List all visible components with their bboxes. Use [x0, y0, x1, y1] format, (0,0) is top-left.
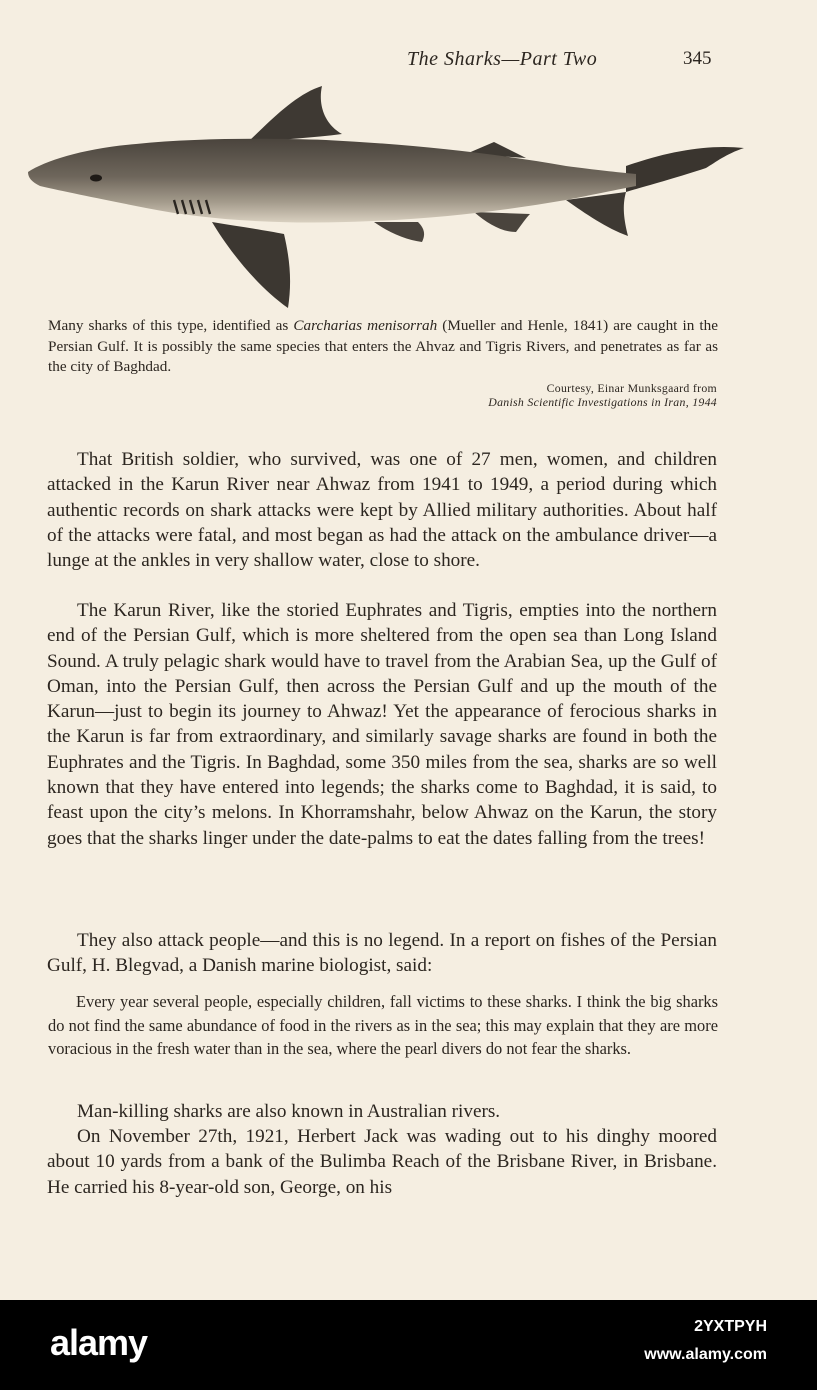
- site-url[interactable]: www.alamy.com: [644, 1346, 767, 1363]
- paragraph: That British soldier, who survived, was one of 27 men, women, and children attacked in the Karun River near Ahwaz from 1941 to 1949, a period during which authentic records on shark attacks were kept by Allied military authorities. About half of the attacks were fatal, and most began as had the attack on the ambulance driver—a lunge at the ankles in very shallow water, close to shore.: [47, 449, 717, 572]
- paragraph: Man-killing sharks are also known in Australian rivers.: [77, 1101, 501, 1122]
- shark-illustration: [26, 82, 750, 314]
- paragraph: They also attack people—and this is no legend. In a report on fishes of the Persian Gulf, H. Blegvad, a Danish marine biologist, said:: [47, 930, 717, 977]
- running-title: The Sharks—Part Two: [407, 48, 598, 70]
- credit-source: Danish Scientific Investigations in Iran, 1944: [488, 395, 717, 409]
- running-head: [0, 48, 817, 74]
- image-id: 2YXTPYH: [694, 1318, 767, 1335]
- block-quote: Every year several people, especially children, fall victims to these sharks. I think the big sharks do not find the same abundance of food in the rivers as in the sea; this may explain that they are more voracious in the fresh water than in the sea, where the pearl divers do not fear the sharks.: [48, 992, 718, 1058]
- figure-credit: [488, 381, 717, 409]
- page-number: 345: [683, 48, 712, 69]
- brand-logo: alamy: [50, 1322, 148, 1363]
- paragraph: On November 27th, 1921, Herbert Jack was wading out to his dinghy moored about 10 yards from a bank of the Bulimba Reach of the Brisbane River, in Brisbane. He carried his 8-year-old son, George, on his: [47, 1126, 717, 1198]
- species-name: Carcharias menisorrah: [293, 317, 438, 334]
- watermark-footer: [0, 1300, 817, 1390]
- paragraph: The Karun River, like the storied Euphrates and Tigris, empties into the northern end of the Persian Gulf, which is more sheltered from the open sea than Long Island Sound. A truly pelagic shark would have to travel from the Arabian Sea, up the Gulf of Oman, into the Persian Gulf, then across the Persian Gulf and up the mouth of the Karun—just to begin its journey to Ahwaz! Yet the appearance of ferocious sharks in the Karun is far from extraordinary, and similarly savage sharks are found in both the Euphrates and the Tigris. In Baghdad, some 350 miles from the sea, sharks are so well known that they have entered into legends; the sharks come to Baghdad, it is said, to feast upon the city’s melons. In Khorramshahr, below Ahwaz on the Karun, the story goes that the sharks linger under the date-palms to eat the dates falling from the trees!: [47, 600, 717, 849]
- credit-line: Courtesy, Einar Munksgaard from: [546, 381, 717, 395]
- figure-caption: Many sharks of this type, identified as Carcharias menisorrah (Mueller and Henle, 1841) are caught in the Persian Gulf. It is possibly the same species that enters the Ahvaz and Tigris Rivers, and penetrates as far as the city of Baghdad.: [48, 317, 718, 375]
